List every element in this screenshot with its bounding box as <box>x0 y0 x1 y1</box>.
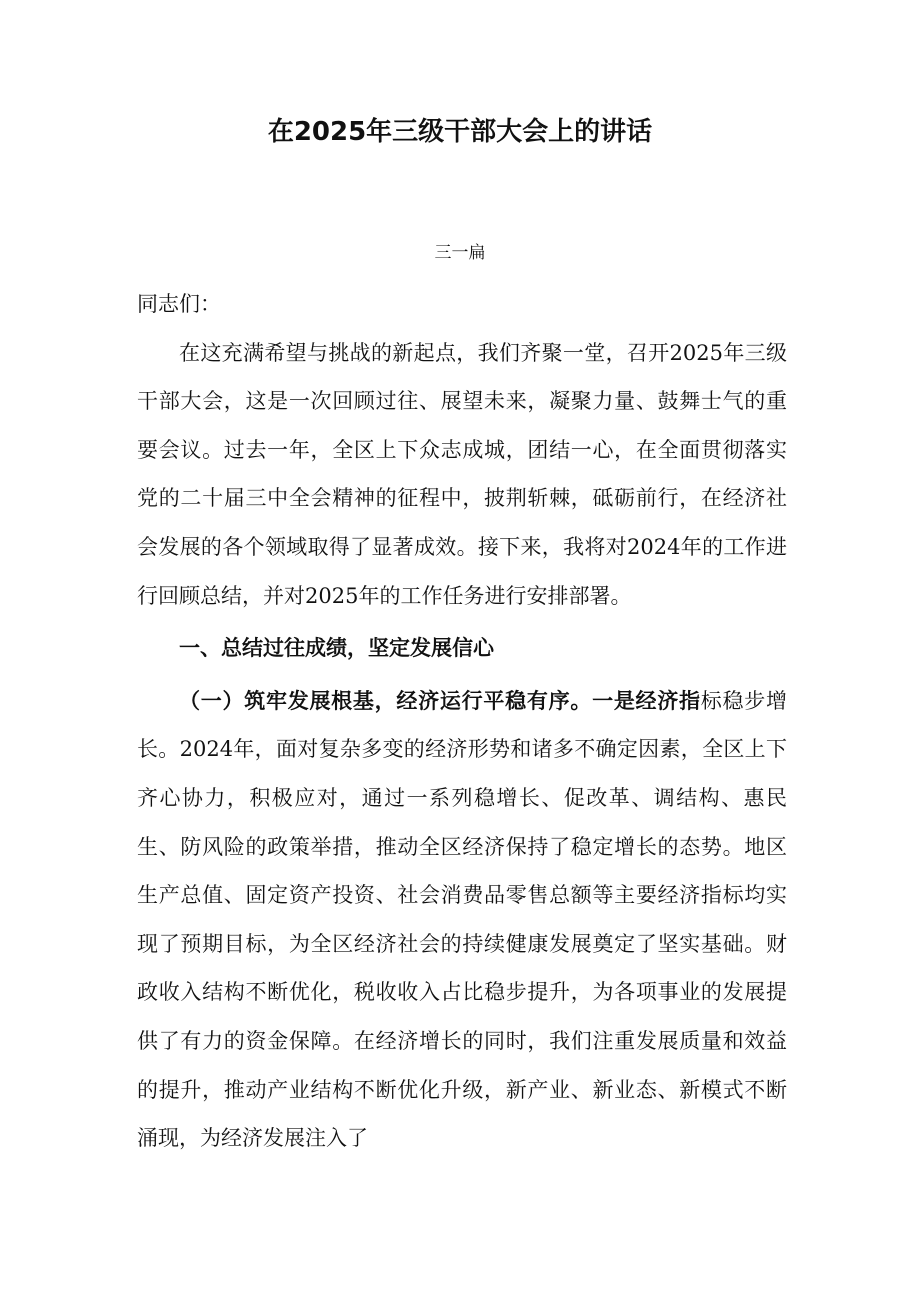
intro-paragraph: 在这充满希望与挑战的新起点，我们齐聚一堂，召开2025年三级干部大会，这是一次回顾过往、展望未来，凝聚力量、鼓舞士气的重要会议。过去一年，全区上下众志成城，团结一心，在全面贯彻落实党的二十届三中全会精神的征程中，披荆斩棘，砥砺前行，在经济社会发展的各个领域取得了显著成效。接下来，我将对2024年的工作进行回顾总结，并对2025年的工作任务进行安排部署。 <box>137 340 787 608</box>
document-title: 在2025年三级干部大会上的讲话 <box>267 117 653 147</box>
subsection-body: 标稳步增长。2024年，面对复杂多变的经济形势和诸多不确定因素，全区上下齐心协力，积极应对，通过一系列稳增长、促改革、调结构、惠民生、防风险的政策举措，推动全区经济保持了稳定增长的态势。地区生产总值、固定资产投资、社会消费品零售总额等主要经济指标均实现了预期目标，为全区经济社会的持续健康发展奠定了坚实基础。财政收入结构不断优化，税收收入占比稳步提升，为各项事业的发展提供了有力的资金保障。在经济增长的同时，我们注重发展质量和效益的提升，推动产业结构不断优化升级，新产业、新业态、新模式不断涌现，为经济发展注入了 <box>137 688 788 1151</box>
document-body <box>137 280 787 1163</box>
document-author: 三一扁 <box>434 243 486 263</box>
subsection-paragraph <box>137 677 787 1163</box>
subsection-lead: （一）筑牢发展根基，经济运行平稳有序。一是经济指 <box>179 688 701 713</box>
section-heading: 一、总结过往成绩，坚定发展信心 <box>179 636 494 661</box>
salutation: 同志们： <box>137 292 221 316</box>
